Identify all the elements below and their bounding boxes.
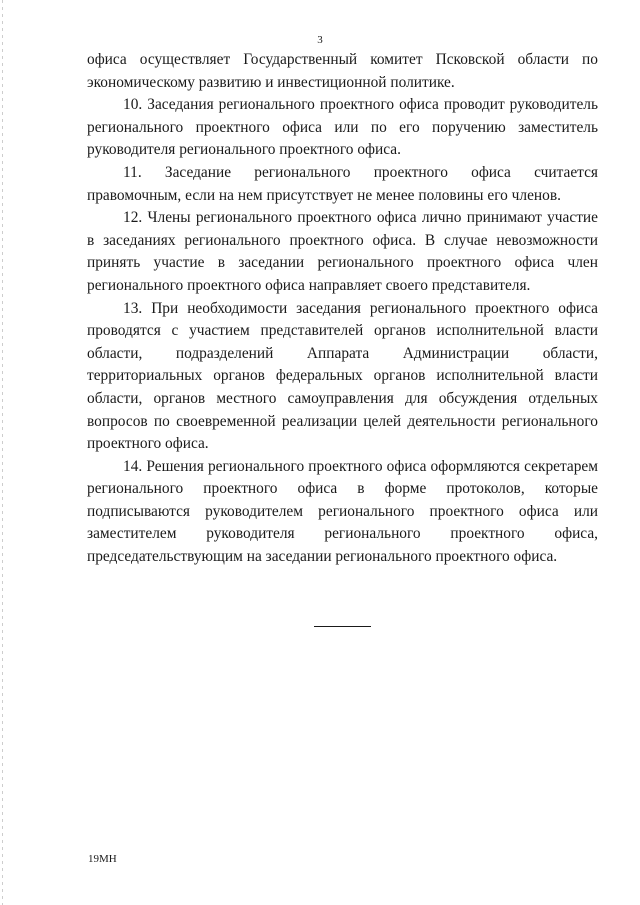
- document-body: [87, 49, 598, 569]
- paragraph-continuation: офиса осуществляет Государственный комитет Псковской области по экономическому развитию и инвестиционной политике.: [87, 51, 598, 91]
- paragraph-item-10: 10. Заседания регионального проектного офиса проводит руководитель регионального проектного офиса или по его поручению заместитель руководителя регионального проектного офиса.: [87, 96, 598, 159]
- scan-edge-artifact: [2, 0, 3, 905]
- paragraph-item-12: 12. Члены регионального проектного офиса лично принимают участие в заседаниях регионального проектного офиса. В случае невозможности принять участие в заседании регионального проектного офиса член регионального проектного офиса направляет своего представителя.: [87, 209, 598, 294]
- page-number: 3: [317, 34, 323, 46]
- paragraph-item-11: 11. Заседание регионального проектного офиса считается правомочным, если на нем присутствует не менее половины его членов.: [87, 163, 598, 204]
- paragraph-item-14: 14. Решения регионального проектного офиса оформляются секретарем регионального проектного офиса в форме протоколов, которые подписываются руководителем регионального проектного офиса или заместителем руководителя регионального проектного офиса, председательствующим на заседании регионального проектного офиса.: [87, 457, 598, 566]
- end-separator-line: [314, 626, 371, 627]
- footer-document-code: 19МН: [88, 853, 117, 865]
- paragraph-item-13: 13. При необходимости заседания регионального проектного офиса проводятся с участием представителей органов исполнительной власти области, подразделений Аппарата Администрации области, территориальных органов федеральных органов исполнительной власти области, органов местного самоуправления для обсуждения отдельных вопросов по своевременной реализации целей деятельности регионального проектного офиса.: [87, 299, 598, 453]
